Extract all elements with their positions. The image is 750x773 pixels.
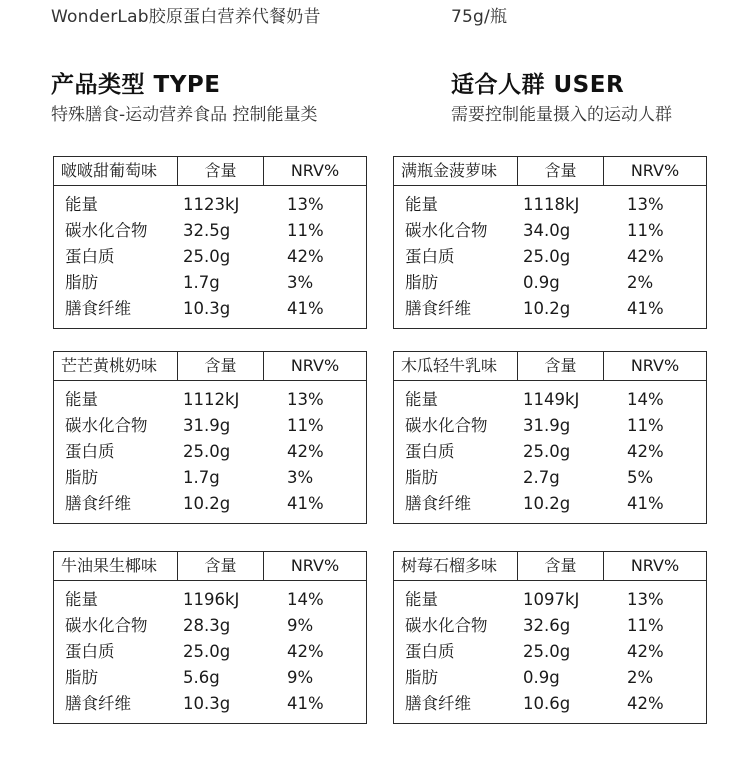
nutrient-name: 脂肪	[65, 668, 98, 687]
nutrition-table	[393, 551, 707, 724]
nutrient-name: 蛋白质	[65, 442, 115, 461]
amount-header: 含量	[518, 157, 604, 185]
nrv-header: NRV%	[630, 356, 680, 375]
nrv-value: 13%	[287, 195, 324, 214]
nrv-value: 3%	[287, 468, 314, 487]
nrv-value: 41%	[287, 299, 324, 318]
table-body	[394, 581, 706, 717]
table-row	[394, 639, 706, 665]
nrv-value: 11%	[287, 416, 324, 435]
nutrient-name: 能量	[405, 590, 438, 609]
nutrient-name: 膳食纤维	[405, 299, 471, 318]
table-header	[54, 352, 366, 381]
nrv-value: 14%	[627, 390, 664, 409]
amount-header: 含量	[178, 157, 264, 185]
amount-value: 1.7g	[183, 468, 220, 487]
flavor-name: 啵啵甜葡萄味	[54, 157, 178, 185]
type-text: 特殊膳食-运动营养食品 控制能量类	[51, 105, 318, 125]
nutrient-name: 能量	[65, 590, 98, 609]
nrv-value: 11%	[627, 416, 664, 435]
nutrient-name: 脂肪	[405, 668, 438, 687]
amount-value: 10.2g	[523, 494, 571, 513]
nrv-value: 41%	[287, 494, 324, 513]
flavor-name: 木瓜轻牛乳味	[394, 352, 518, 380]
table-row	[54, 691, 366, 717]
nutrient-name: 脂肪	[405, 273, 438, 292]
nutrition-table	[53, 551, 367, 724]
table-row	[394, 587, 706, 613]
amount-value: 32.5g	[183, 221, 231, 240]
amount-value: 28.3g	[183, 616, 231, 635]
amount-value: 1118kJ	[523, 195, 580, 214]
nrv-value: 41%	[287, 694, 324, 713]
nrv-value: 9%	[287, 668, 314, 687]
nutrient-name: 碳水化合物	[405, 221, 488, 240]
nutrient-name: 碳水化合物	[405, 616, 488, 635]
nutrient-name: 能量	[65, 390, 98, 409]
nutrient-name: 膳食纤维	[65, 299, 131, 318]
nutrient-name: 膳食纤维	[65, 494, 131, 513]
table-row	[394, 665, 706, 691]
table-row	[54, 387, 366, 413]
amount-value: 1097kJ	[523, 590, 580, 609]
nutrient-name: 碳水化合物	[65, 416, 148, 435]
nutrition-table	[53, 351, 367, 524]
amount-value: 25.0g	[523, 642, 571, 661]
nrv-value: 42%	[627, 247, 664, 266]
amount-header: 含量	[178, 552, 264, 580]
nrv-value: 13%	[287, 390, 324, 409]
nrv-value: 41%	[627, 299, 664, 318]
nutrient-name: 蛋白质	[65, 247, 115, 266]
table-row	[54, 587, 366, 613]
amount-header: 含量	[518, 352, 604, 380]
nutrient-name: 能量	[405, 390, 438, 409]
nrv-header: NRV%	[630, 161, 680, 180]
table-row	[54, 192, 366, 218]
table-header	[54, 552, 366, 581]
table-row	[394, 192, 706, 218]
amount-value: 1196kJ	[183, 590, 240, 609]
table-header	[394, 157, 706, 186]
nrv-value: 42%	[287, 247, 324, 266]
table-row	[54, 465, 366, 491]
nutrient-name: 膳食纤维	[65, 694, 131, 713]
table-row	[394, 439, 706, 465]
table-row	[394, 491, 706, 517]
table-header	[54, 157, 366, 186]
nrv-value: 42%	[627, 694, 664, 713]
nutrient-name: 膳食纤维	[405, 494, 471, 513]
amount-value: 10.3g	[183, 694, 231, 713]
nutrition-table	[393, 156, 707, 329]
amount-value: 1149kJ	[523, 390, 580, 409]
flavor-name: 芒芒黄桃奶味	[54, 352, 178, 380]
nutrient-name: 蛋白质	[405, 642, 455, 661]
type-heading: 产品类型 TYPE	[51, 72, 221, 98]
nrv-header: NRV%	[630, 556, 680, 575]
nutrient-name: 能量	[405, 195, 438, 214]
table-row	[394, 296, 706, 322]
table-row	[54, 639, 366, 665]
amount-value: 32.6g	[523, 616, 571, 635]
table-row	[54, 439, 366, 465]
nrv-value: 11%	[287, 221, 324, 240]
amount-value: 31.9g	[183, 416, 231, 435]
nrv-value: 42%	[287, 642, 324, 661]
nutrient-name: 能量	[65, 195, 98, 214]
table-row	[394, 465, 706, 491]
nrv-value: 42%	[287, 442, 324, 461]
nutrient-name: 蛋白质	[405, 442, 455, 461]
table-header	[394, 552, 706, 581]
table-body	[54, 381, 366, 517]
nrv-value: 2%	[627, 273, 654, 292]
nutrient-name: 碳水化合物	[405, 416, 488, 435]
nutrient-name: 碳水化合物	[65, 221, 148, 240]
table-row	[54, 270, 366, 296]
table-body	[394, 186, 706, 322]
table-row	[54, 296, 366, 322]
nrv-value: 2%	[627, 668, 654, 687]
nrv-value: 5%	[627, 468, 654, 487]
nutrition-table	[393, 351, 707, 524]
table-row	[54, 244, 366, 270]
table-row	[394, 413, 706, 439]
nutrition-table	[53, 156, 367, 329]
nrv-value: 14%	[287, 590, 324, 609]
amount-value: 34.0g	[523, 221, 571, 240]
amount-value: 31.9g	[523, 416, 571, 435]
nrv-value: 11%	[627, 221, 664, 240]
amount-value: 0.9g	[523, 273, 560, 292]
amount-value: 25.0g	[523, 442, 571, 461]
nrv-value: 13%	[627, 195, 664, 214]
amount-value: 25.0g	[183, 247, 231, 266]
table-body	[54, 186, 366, 322]
nrv-value: 42%	[627, 642, 664, 661]
table-row	[54, 491, 366, 517]
nutrient-name: 脂肪	[405, 468, 438, 487]
amount-value: 10.3g	[183, 299, 231, 318]
table-row	[394, 244, 706, 270]
table-header	[394, 352, 706, 381]
amount-value: 10.2g	[523, 299, 571, 318]
table-row	[54, 413, 366, 439]
amount-value: 25.0g	[523, 247, 571, 266]
nrv-header: NRV%	[290, 356, 340, 375]
nutrient-name: 脂肪	[65, 273, 98, 292]
amount-header: 含量	[518, 552, 604, 580]
flavor-name: 满瓶金菠萝味	[394, 157, 518, 185]
nrv-value: 3%	[287, 273, 314, 292]
flavor-name: 牛油果生椰味	[54, 552, 178, 580]
net-weight: 75g/瓶	[451, 7, 508, 27]
table-row	[394, 691, 706, 717]
nutrient-name: 碳水化合物	[65, 616, 148, 635]
nrv-header: NRV%	[290, 161, 340, 180]
amount-value: 5.6g	[183, 668, 220, 687]
amount-value: 1.7g	[183, 273, 220, 292]
amount-value: 10.2g	[183, 494, 231, 513]
user-heading: 适合人群 USER	[451, 72, 625, 98]
table-row	[394, 613, 706, 639]
table-body	[54, 581, 366, 717]
nutrient-name: 蛋白质	[405, 247, 455, 266]
amount-value: 2.7g	[523, 468, 560, 487]
amount-value: 1123kJ	[183, 195, 240, 214]
amount-value: 0.9g	[523, 668, 560, 687]
nutrient-name: 膳食纤维	[405, 694, 471, 713]
amount-value: 1112kJ	[183, 390, 240, 409]
table-body	[394, 381, 706, 517]
nutrient-name: 蛋白质	[65, 642, 115, 661]
flavor-name: 树莓石榴多味	[394, 552, 518, 580]
nutrient-name: 脂肪	[65, 468, 98, 487]
product-name: WonderLab胶原蛋白营养代餐奶昔	[51, 7, 321, 27]
table-row	[394, 270, 706, 296]
amount-value: 25.0g	[183, 642, 231, 661]
table-row	[54, 665, 366, 691]
nrv-header: NRV%	[290, 556, 340, 575]
table-row	[54, 218, 366, 244]
nrv-value: 9%	[287, 616, 314, 635]
nrv-value: 13%	[627, 590, 664, 609]
nrv-value: 11%	[627, 616, 664, 635]
amount-header: 含量	[178, 352, 264, 380]
nrv-value: 41%	[627, 494, 664, 513]
table-row	[54, 613, 366, 639]
nrv-value: 42%	[627, 442, 664, 461]
table-row	[394, 387, 706, 413]
amount-value: 25.0g	[183, 442, 231, 461]
user-text: 需要控制能量摄入的运动人群	[451, 105, 672, 125]
table-row	[394, 218, 706, 244]
amount-value: 10.6g	[523, 694, 571, 713]
